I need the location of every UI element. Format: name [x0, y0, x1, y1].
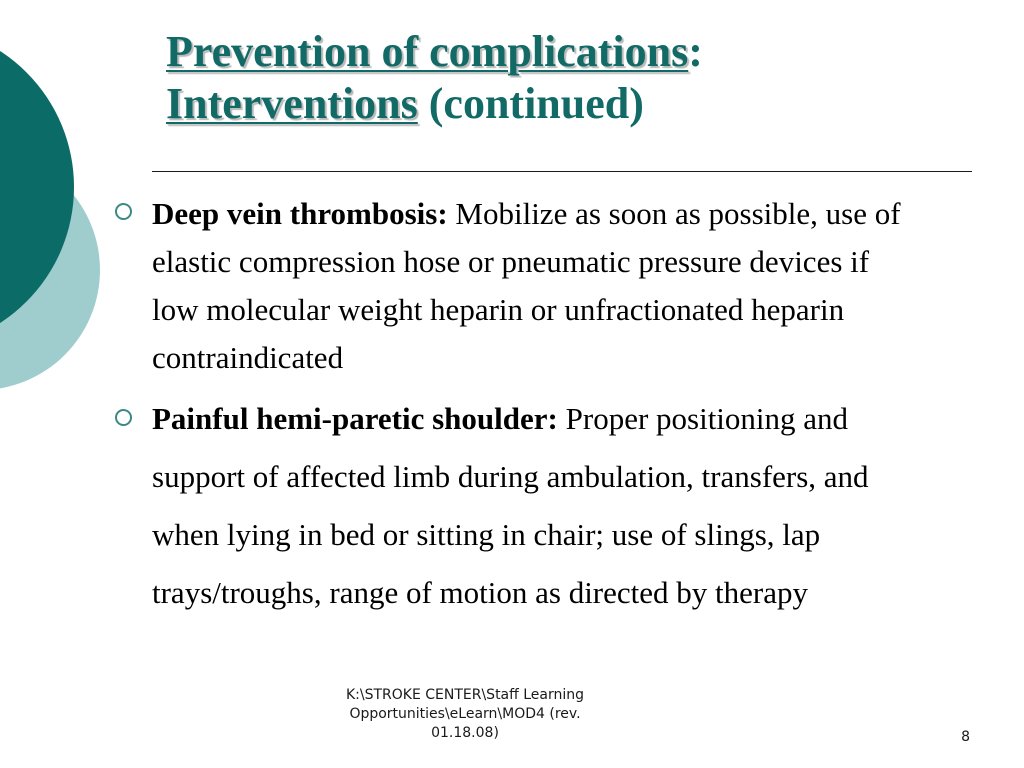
bullet-text: Proper positioning and support of affected limb during ambulation, transfers, and when lying in bed or sitting in chair; use of slings, lap trays/troughs, range of motion as directed by therapy — [152, 401, 869, 610]
footer-path: K:\STROKE CENTER\Staff Learning Opportunities\eLearn\MOD4 (rev. 01.18.08) — [345, 687, 585, 741]
circle-bullet-icon — [115, 409, 132, 426]
bullet-item — [112, 390, 912, 622]
title-colon: : — [688, 27, 703, 76]
title-part-3: (continued) — [417, 79, 644, 128]
bullet-text: Mobilize as soon as possible, use of elastic compression hose or pneumatic pressure devices if low molecular weight heparin or unfractionated heparin contraindicated — [152, 196, 901, 375]
slide-title — [166, 26, 986, 130]
title-part-2: Interventions — [166, 79, 418, 128]
title-divider — [152, 171, 972, 172]
bullet-term: Painful hemi-paretic shoulder: — [152, 401, 558, 436]
page-number: 8 — [961, 729, 970, 745]
title-part-1: Prevention of complications — [166, 27, 689, 76]
bullet-item — [112, 190, 912, 382]
circle-bullet-icon — [115, 203, 132, 220]
bullet-list — [112, 190, 912, 622]
bullet-term: Deep vein thrombosis: — [152, 196, 448, 231]
